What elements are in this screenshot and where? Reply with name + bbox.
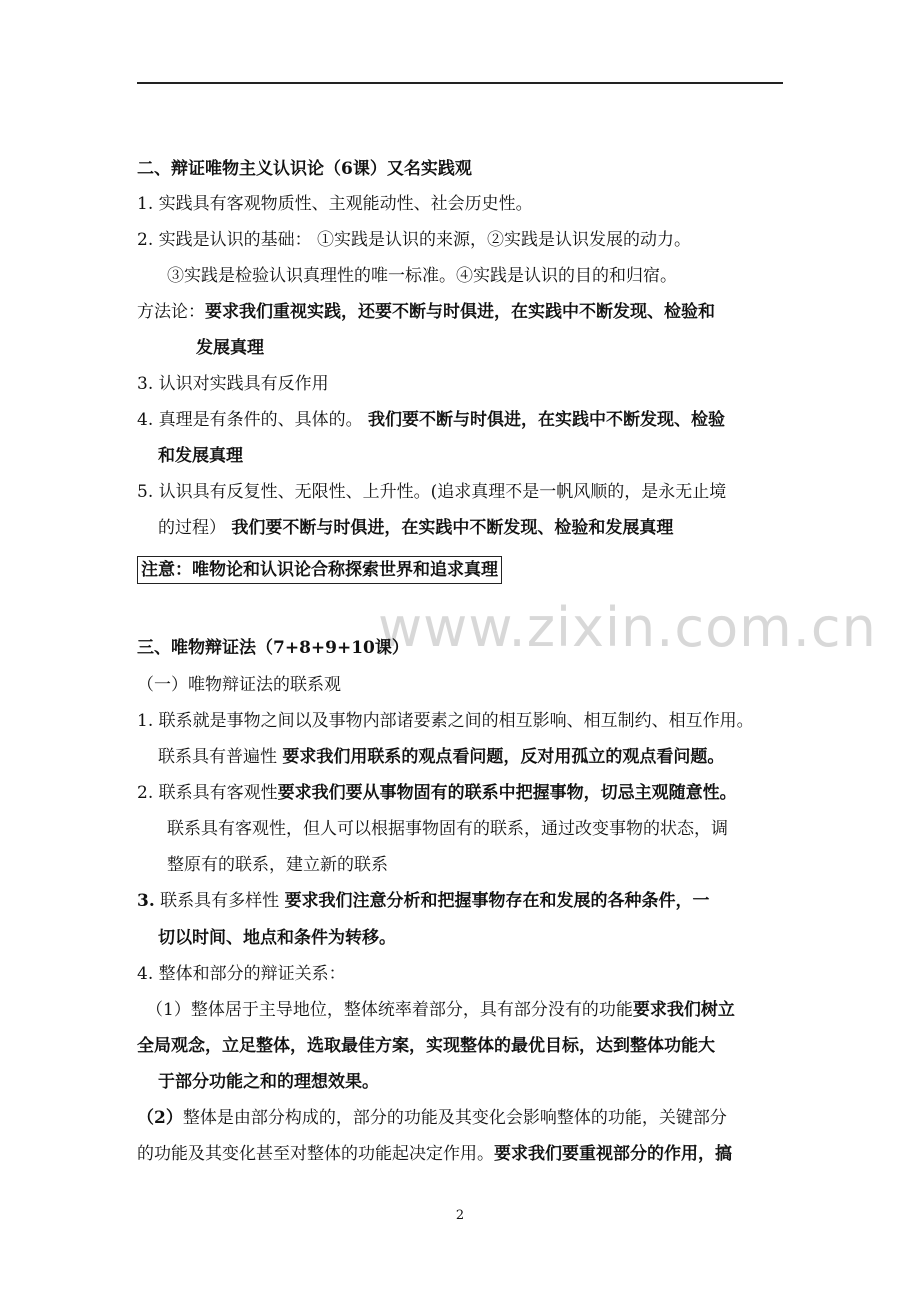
note-box: 注意：唯物论和认识论合称探索世界和追求真理 [137, 556, 502, 584]
paragraph-practice-basis-cont: ③实践是检验认识真理性的唯一标准。④实践是认识的目的和归宿。 [167, 266, 677, 286]
section-heading-dialectics: 三、唯物辩证法（7+8+9+10课） [137, 638, 409, 658]
diversity-text: 联系具有多样性 [154, 891, 285, 911]
whole-dominant-text: （1）整体居于主导地位，整体统率着部分，具有部分没有的功能 [146, 1000, 633, 1020]
truth-requirement-cont: 和发展真理 [158, 446, 243, 466]
paragraph-cognition-cont [158, 517, 673, 539]
objectivity-text: 2. 联系具有客观性 [137, 783, 278, 803]
paragraph-diversity [137, 890, 710, 912]
whole-dominant-requirement-cont: 全局观念，立足整体，选取最佳方案，实现整体的最优目标，达到整体功能大 [137, 1036, 715, 1056]
universality-text: 联系具有普遍性 [158, 747, 283, 767]
paragraph-reaction: 3. 认识对实践具有反作用 [137, 374, 329, 394]
paragraph-practice-basis: 2. 实践是认识的基础： ①实践是认识的来源，②实践是认识发展的动力。 [137, 230, 692, 250]
diversity-requirement-cont: 切以时间、地点和条件为转移。 [158, 928, 396, 948]
paragraph-part-role [137, 1107, 727, 1129]
objectivity-requirement: 要求我们要从事物固有的联系中把握事物，切忌主观随意性。 [277, 783, 737, 803]
part-role-text-cont: 的功能及其变化甚至对整体的功能起决定作用。 [137, 1144, 494, 1164]
cognition-text: 的过程） [158, 518, 232, 538]
part-role-text: 整体是由部分构成的，部分的功能及其变化会影响整体的功能，关键部分 [182, 1108, 727, 1128]
page-number: 2 [455, 1208, 465, 1223]
part-role-requirement: 要求我们要重视部分的作用，搞 [494, 1144, 732, 1164]
diversity-requirement: 要求我们注意分析和把握事物存在和发展的各种条件，一 [284, 891, 710, 911]
paragraph-practice-traits: 1. 实践具有客观物质性、主观能动性、社会历史性。 [137, 194, 533, 214]
paragraph-universality [158, 746, 724, 768]
paragraph-part-role-cont [137, 1143, 732, 1165]
watermark: www.zixin.com.cn [378, 596, 877, 659]
cognition-requirement: 我们要不断与时俱进，在实践中不断发现、检验和发展真理 [231, 518, 674, 538]
universality-requirement: 要求我们用联系的观点看问题，反对用孤立的观点看问题。 [282, 747, 725, 767]
whole-dominant-requirement: 要求我们树立 [632, 1000, 735, 1020]
paragraph-whole-dominant [146, 999, 735, 1021]
methodology-label: 方法论： [137, 302, 205, 322]
section-heading-epistemology: 二、辩证唯物主义认识论（6课）又名实践观 [137, 159, 472, 179]
truth-text: 4. 真理是有条件的、具体的。 [137, 410, 369, 430]
paragraph-methodology [137, 301, 715, 323]
paragraph-cognition: 5. 认识具有反复性、无限性、上升性。(追求真理不是一帆风顺的，是永无止境 [137, 482, 727, 502]
paragraph-whole-part: 4. 整体和部分的辩证关系： [137, 964, 346, 984]
methodology-text-cont: 发展真理 [196, 338, 264, 358]
header-rule [137, 82, 783, 84]
paragraph-objectivity-cont: 联系具有客观性，但人可以根据事物固有的联系，通过改变事物的状态，调 [167, 819, 728, 839]
paragraph-truth [137, 409, 725, 431]
diversity-number: 3. [137, 891, 155, 911]
paragraph-objectivity [137, 782, 737, 804]
whole-dominant-requirement-cont2: 于部分功能之和的理想效果。 [158, 1072, 379, 1092]
truth-requirement: 我们要不断与时俱进，在实践中不断发现、检验 [368, 410, 726, 430]
subheading-connection: （一）唯物辩证法的联系观 [137, 675, 341, 695]
paragraph-connection-def: 1. 联系就是事物之间以及事物内部诸要素之间的相互影响、相互制约、相互作用。 [137, 711, 754, 731]
paragraph-objectivity-cont2: 整原有的联系，建立新的联系 [167, 855, 388, 875]
methodology-text: 要求我们重视实践，还要不断与时俱进，在实践中不断发现、检验和 [205, 302, 715, 322]
part-role-number: （2） [137, 1108, 183, 1128]
